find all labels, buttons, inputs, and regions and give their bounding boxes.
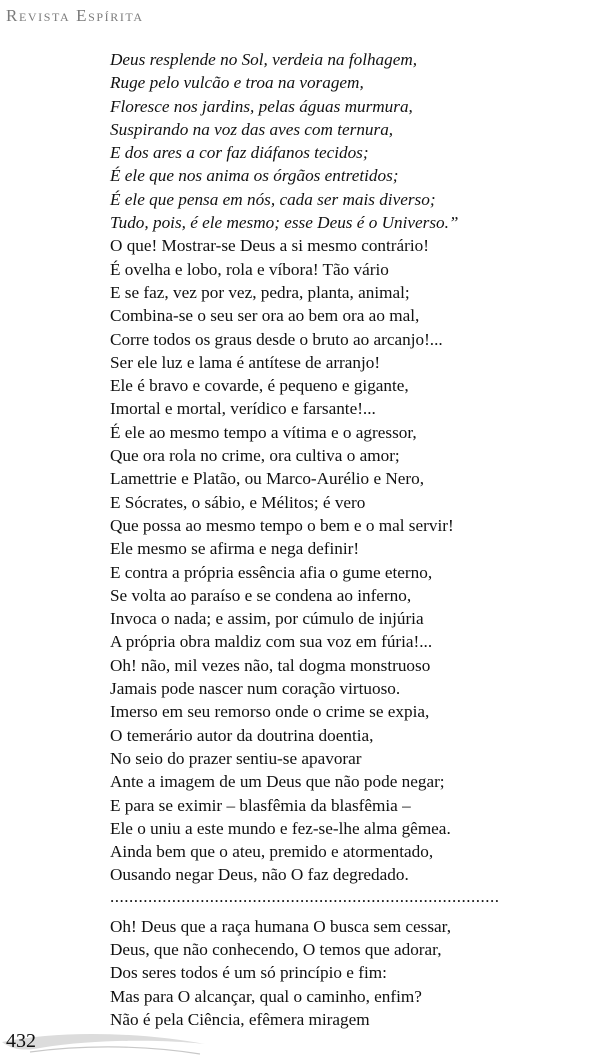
poem-line: Não é pela Ciência, efêmera miragem [110,1009,370,1029]
poem-line: Que possa ao mesmo tempo o bem e o mal servir! [110,515,454,535]
poem-line: Ousando negar Deus, não O faz degredado. [110,865,409,885]
page-number: 432 [6,1030,36,1052]
poem-line: O temerário autor da doutrina doentia, [110,725,374,745]
poem-line: Lamettrie e Platão, ou Marco-Aurélio e Nero, [110,469,425,489]
poem-line: E dos ares a cor faz diáfanos tecidos; [110,143,369,163]
main-stanza [110,234,600,886]
poem-line: Suspirando na voz das aves com ternura, [110,119,394,139]
poem-line: Oh! Deus que a raça humana O busca sem cessar, [110,916,452,936]
poem-line: Invoca o nada; e assim, por cúmulo de injúria [110,609,424,629]
poem-line: Mas para O alcançar, qual o caminho, enfim? [110,986,422,1006]
poem-line: Ruge pelo vulcão e troa na voragem, [110,73,364,93]
running-title: Revista Espírita [6,6,144,25]
poem-line: Ele o uniu a este mundo e fez-se-lhe alma gêmea. [110,818,451,838]
poem-line: É ele ao mesmo tempo a vítima e o agressor, [110,422,417,442]
poem-line: Ainda bem que o ateu, premido e atormentado, [110,842,434,862]
poem-line: E Sócrates, o sábio, e Mélitos; é vero [110,492,366,512]
poem-line: Combina-se o seu ser ora ao bem ora ao mal, [110,306,420,326]
poem-line: Imortal e mortal, verídico e farsante!... [110,399,376,419]
poem-line: E se faz, vez por vez, pedra, planta, animal; [110,282,410,302]
quoted-stanza [110,48,600,234]
poem-line: Tudo, pois, é ele mesmo; esse Deus é o Universo.” [110,213,459,233]
poem-line: Ele é bravo e covarde, é pequeno e gigante, [110,376,409,396]
poem-line: No seio do prazer sentiu-se apavorar [110,748,362,768]
poem-line: Ante a imagem de um Deus que não pode negar; [110,772,445,792]
poem-line: É ele que pensa em nós, cada ser mais diverso; [110,189,436,209]
closing-stanza [110,915,600,1031]
poem-line: Ele mesmo se afirma e nega definir! [110,539,360,559]
poem-line: É ovelha e lobo, rola e víbora! Tão vário [110,259,389,279]
poem-line: E para se eximir – blasfêmia da blasfêmia – [110,795,411,815]
poem-line: Deus resplende no Sol, verdeia na folhagem, [110,50,418,69]
poem-line: É ele que nos anima os órgãos entretidos; [110,166,399,186]
poem-line: Deus, que não conhecendo, O temos que adorar, [110,939,442,959]
poem-line: O que! Mostrar-se Deus a si mesmo contrário! [110,236,429,256]
poem-line: Jamais pode nascer num coração virtuoso. [110,679,401,699]
poem-line: Se volta ao paraíso e se condena ao inferno, [110,585,412,605]
poem-line: E contra a própria essência afia o gume eterno, [110,562,433,582]
poem-line: Imerso em seu remorso onde o crime se expia, [110,702,430,722]
poem-line: Oh! não, mil vezes não, tal dogma monstruoso [110,655,431,675]
poem-line: A própria obra maldiz com sua voz em fúria!... [110,632,433,652]
poem-line: Floresce nos jardins, pelas águas murmura, [110,96,413,116]
poem-line: Que ora rola no crime, ora cultiva o amor; [110,446,400,466]
poem-line: Ser ele luz e lama é antítese de arranjo! [110,352,381,372]
poem-body [110,48,600,1031]
poem-line: Dos seres todos é um só princípio e fim: [110,963,387,983]
section-separator: .................................................................................. [110,886,500,906]
poem-line: Corre todos os graus desde o bruto ao arcanjo!... [110,329,443,349]
